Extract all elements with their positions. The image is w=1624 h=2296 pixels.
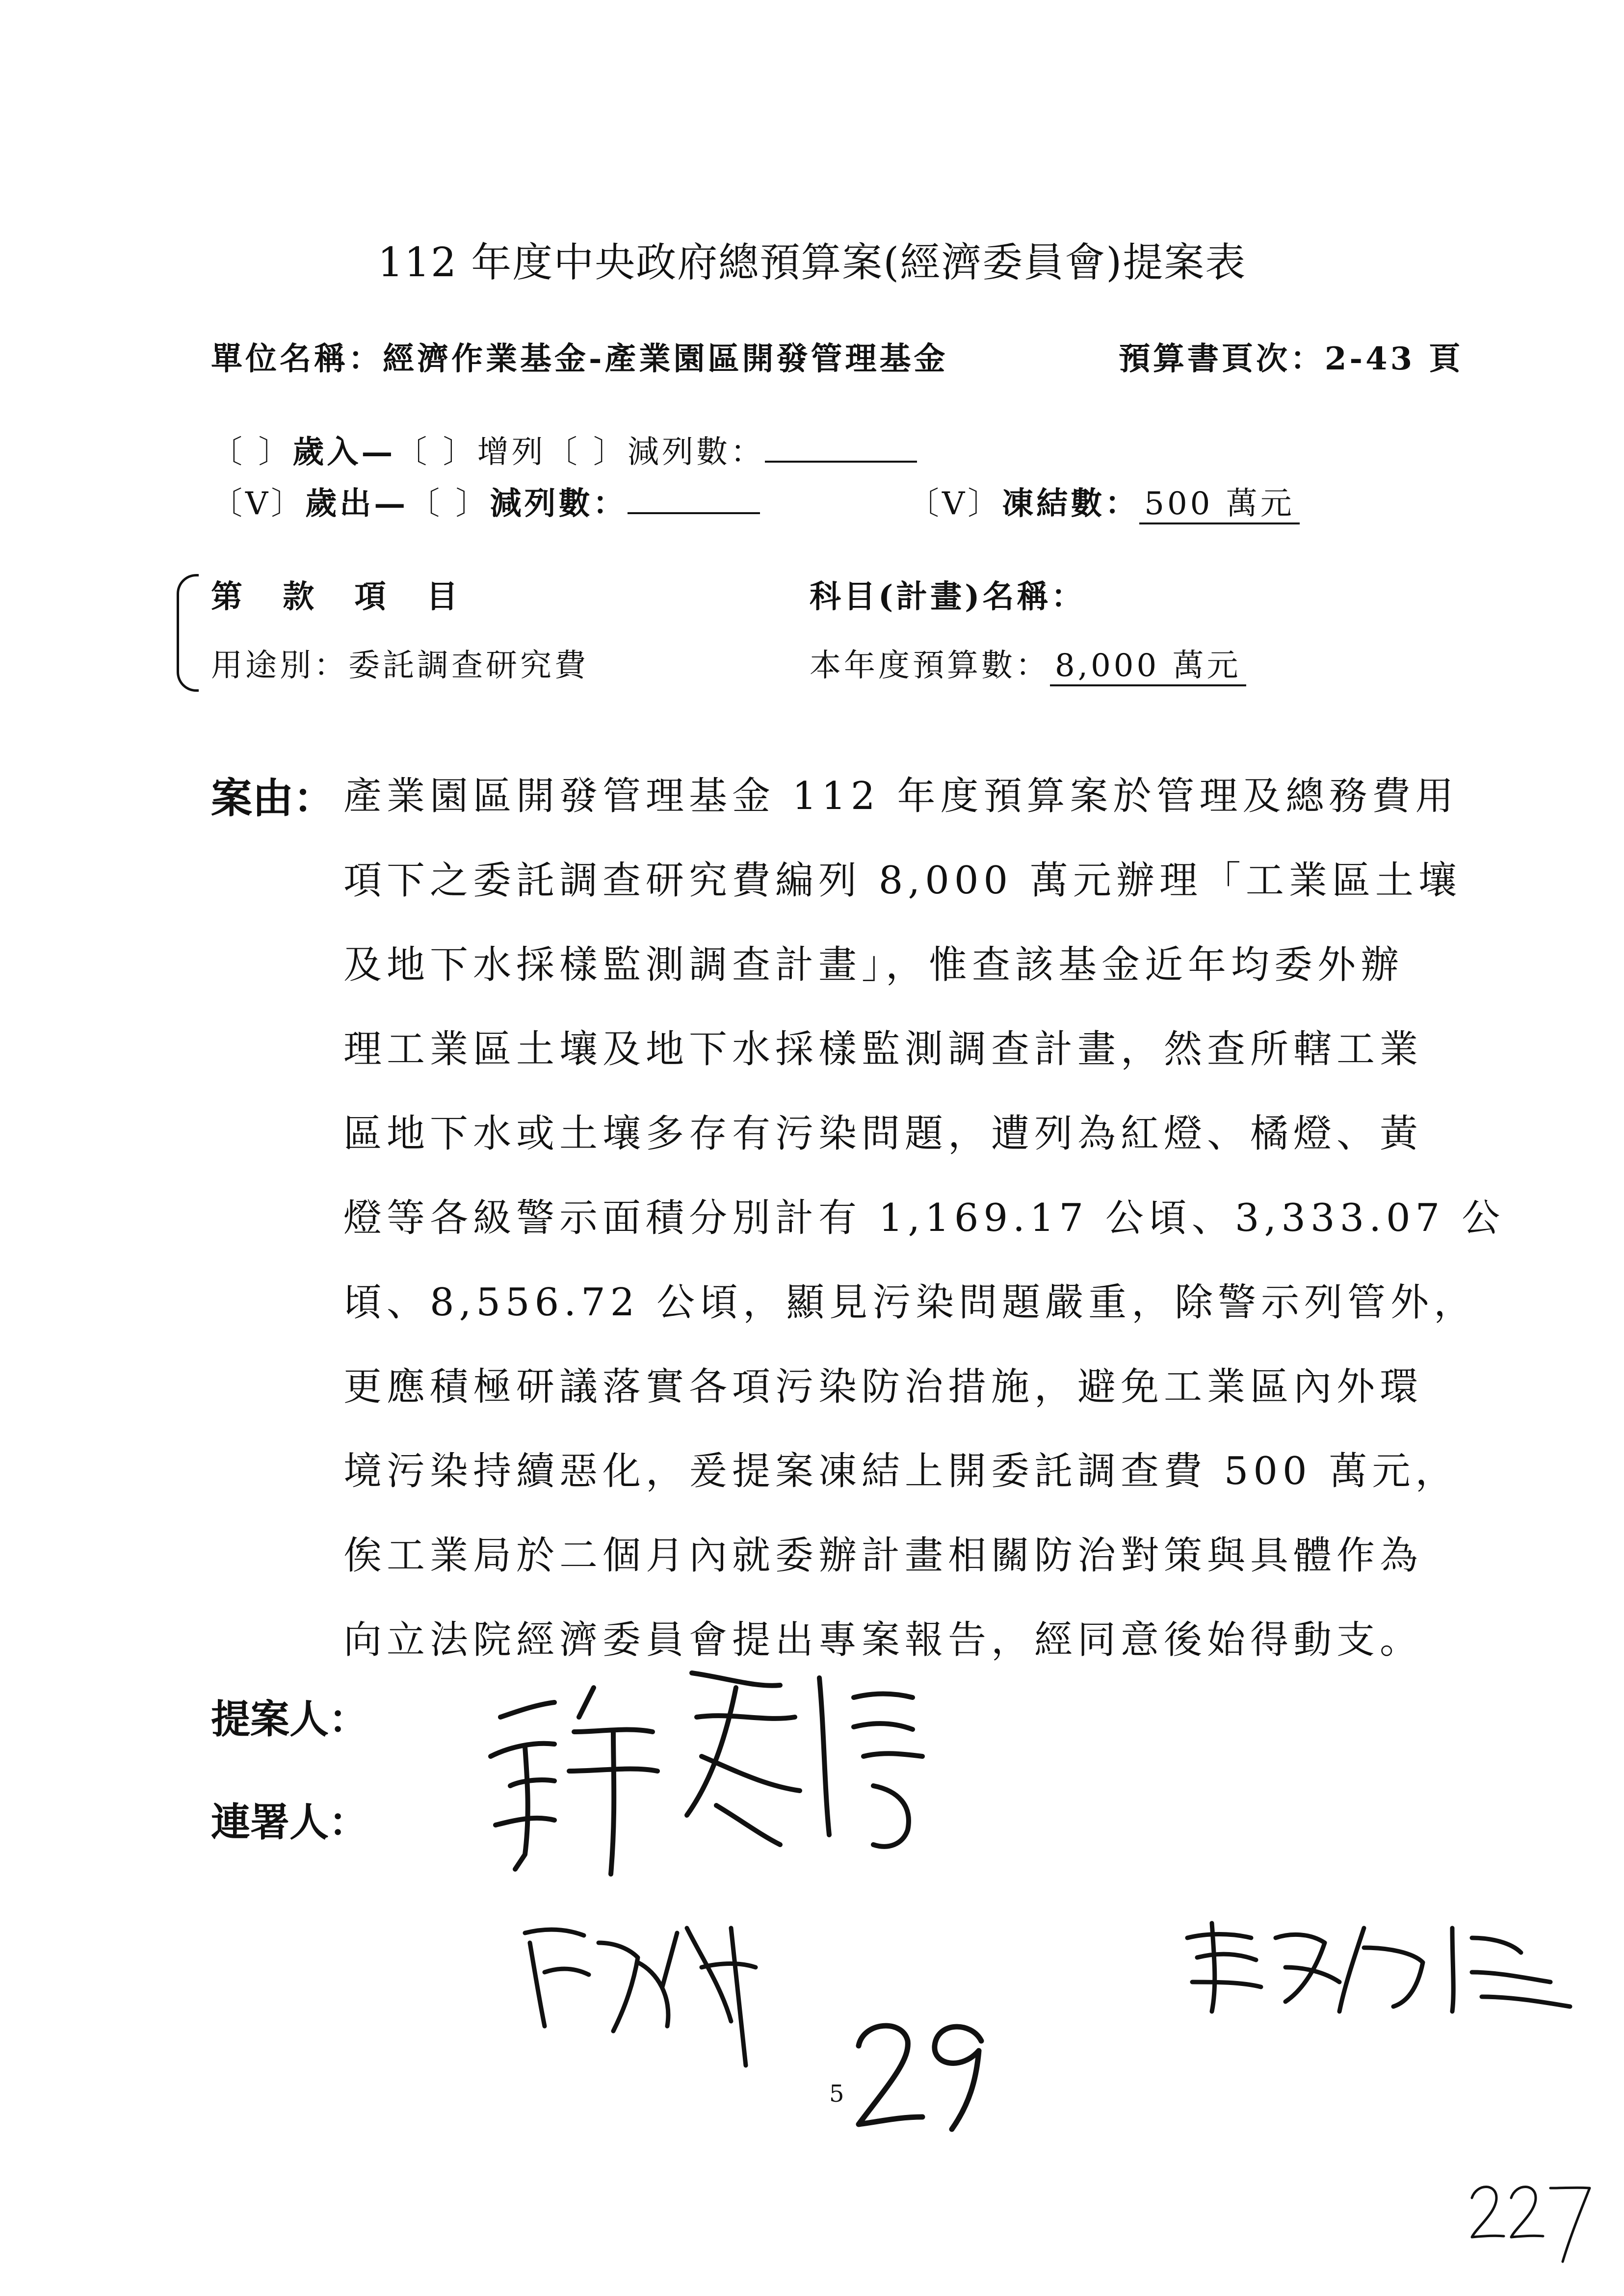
annual-budget-value: 8,000 萬元 <box>1050 650 1246 686</box>
annual-budget-label: 本年度預算數： <box>810 648 1050 684</box>
usage-label: 用途別：委託調查研究費 <box>211 648 589 684</box>
page-title: 112 年度中央政府總預算案(經濟委員會)提案表 <box>377 239 1247 286</box>
subject-label: 科目(計畫)名稱： <box>810 578 1086 615</box>
cosigner-signature-1 <box>515 1913 770 2075</box>
expense-decrease-label: 減列數： <box>490 485 628 522</box>
revenue-blank-field <box>765 461 917 463</box>
freeze-value: 500 萬元 <box>1139 488 1300 524</box>
unit-name: 單位名稱：經濟作業基金-產業園區開發管理基金 <box>211 340 948 377</box>
freeze-label: 凍結數： <box>1002 485 1140 522</box>
expense-line <box>211 478 760 523</box>
annual-budget <box>810 640 1246 686</box>
expense-blank-field <box>628 512 760 514</box>
revenue-increase-label: 增列 <box>477 434 546 470</box>
revenue-checkbox: 〔 〕 <box>211 434 293 470</box>
revenue-decrease-label: 減列數： <box>628 434 765 470</box>
revenue-increase-checkbox: 〔 〕 <box>395 434 477 470</box>
freeze-checkbox: 〔V〕 <box>908 486 1002 522</box>
revenue-label: 歲入— <box>292 434 396 470</box>
reason-line: 及地下水採樣監測調查計畫」，惟查該基金近年均委外辦 <box>343 943 1404 987</box>
item-header: 第 款 項 目 <box>211 578 472 615</box>
expense-label: 歲出— <box>305 485 409 522</box>
cosigner-label: 連署人： <box>211 1799 368 1845</box>
page-number: 5 <box>829 2080 844 2108</box>
reason-line: 理工業區土壤及地下水採樣監測調查計畫，然查所轄工業 <box>343 1027 1423 1071</box>
reason-line: 項下之委託調查研究費編列 8,000 萬元辦理「工業區土壤 <box>343 859 1462 903</box>
freeze-line <box>908 478 1300 524</box>
reason-line: 產業園區開發管理基金 112 年度預算案於管理及總務費用 <box>343 774 1459 818</box>
reason-line: 頃、8,556.72 公頃，顯見污染問題嚴重，除警示列管外， <box>343 1280 1477 1325</box>
reason-line: 區地下水或土壤多存有污染問題，遭列為紅燈、橘燈、黃 <box>343 1112 1423 1156</box>
reason-line: 燈等各級警示面積分別計有 1,169.17 公頃、3,333.07 公 <box>343 1196 1505 1240</box>
expense-checkbox: 〔V〕 <box>211 486 306 522</box>
revenue-decrease-checkbox: 〔 〕 <box>546 434 628 470</box>
bracket-line <box>177 574 199 692</box>
reason-line: 境污染持續惡化，爰提案凍結上開委託調查費 500 萬元， <box>343 1449 1459 1493</box>
expense-decrease-checkbox: 〔 〕 <box>408 486 490 522</box>
proposer-signature <box>481 1658 952 1884</box>
budget-page: 預算書頁次：2-43 頁 <box>1119 340 1464 377</box>
reason-line: 更應積極研議落實各項污染防治措施，避免工業區內外環 <box>343 1365 1423 1409</box>
handwritten-page-number <box>849 2011 996 2134</box>
proposer-label: 提案人： <box>211 1696 368 1742</box>
cosigner-signature-2 <box>1178 1908 1580 2021</box>
reason-line: 俟工業局於二個月內就委辦計畫相關防治對策與具體作為 <box>343 1534 1423 1578</box>
reason-line: 向立法院經濟委員會提出專案報告，經同意後始得動支。 <box>343 1618 1423 1662</box>
corner-handwritten-number <box>1467 2178 1595 2267</box>
revenue-line <box>211 427 917 472</box>
reason-label: 案由： <box>211 774 335 822</box>
